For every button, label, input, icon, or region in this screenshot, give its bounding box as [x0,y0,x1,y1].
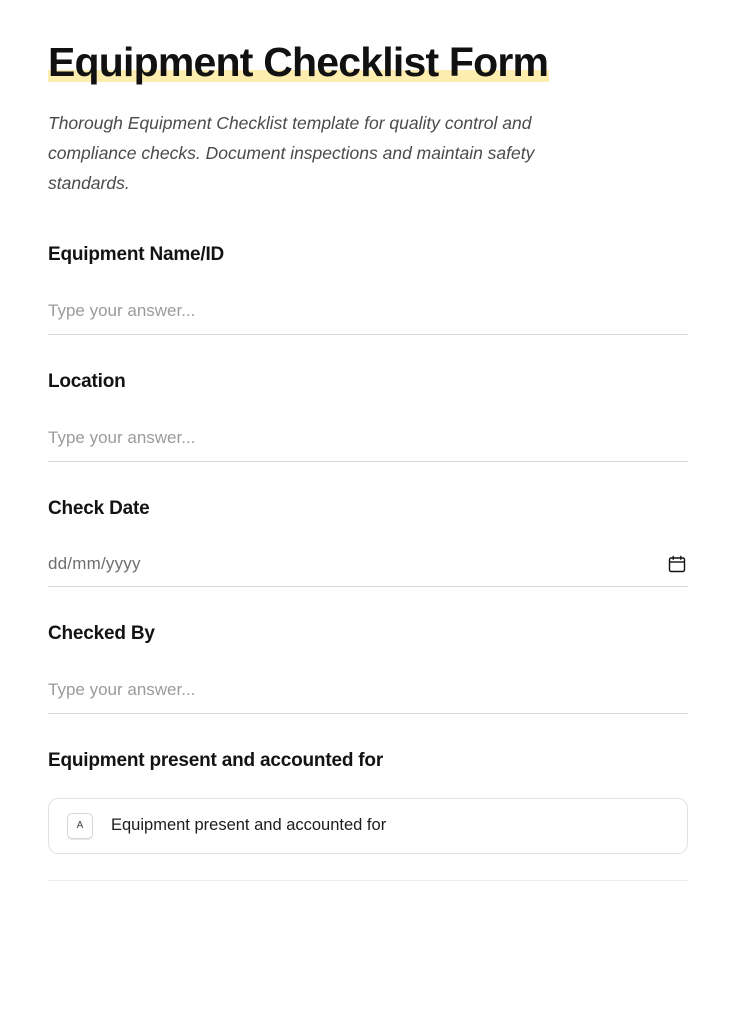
check-date-input[interactable] [48,554,688,587]
field-equipment-name-id [48,244,688,335]
input-placeholder: Type your answer... [48,679,196,699]
equipment-name-id-input[interactable] [48,300,688,335]
checked-by-input[interactable] [48,679,688,714]
input-placeholder: Type your answer... [48,427,196,447]
field-equipment-present [48,750,688,881]
choice-key-badge: A [67,813,93,839]
field-location [48,371,688,462]
form-description: Thorough Equipment Checklist template for quality control and compliance checks. Document inspections and maintain safety standards. [48,112,535,193]
field-label: Equipment Name/ID [48,243,225,265]
field-label: Location [48,370,126,392]
input-placeholder: Type your answer... [48,300,196,320]
field-label: Checked By [48,622,155,644]
field-checked-by [48,623,688,714]
page-title: Equipment Checklist Form [48,39,549,85]
field-label: Check Date [48,497,150,519]
date-placeholder: dd/mm/yyyy [48,553,141,573]
field-check-date [48,498,688,587]
choice-option-a[interactable] [48,798,688,854]
calendar-icon[interactable] [668,555,686,573]
location-input[interactable] [48,427,688,462]
field-label: Equipment present and accounted for [48,749,384,771]
section-divider [48,880,688,881]
page-title-wrap [48,40,548,86]
choice-option-label: Equipment present and accounted for [111,816,387,835]
